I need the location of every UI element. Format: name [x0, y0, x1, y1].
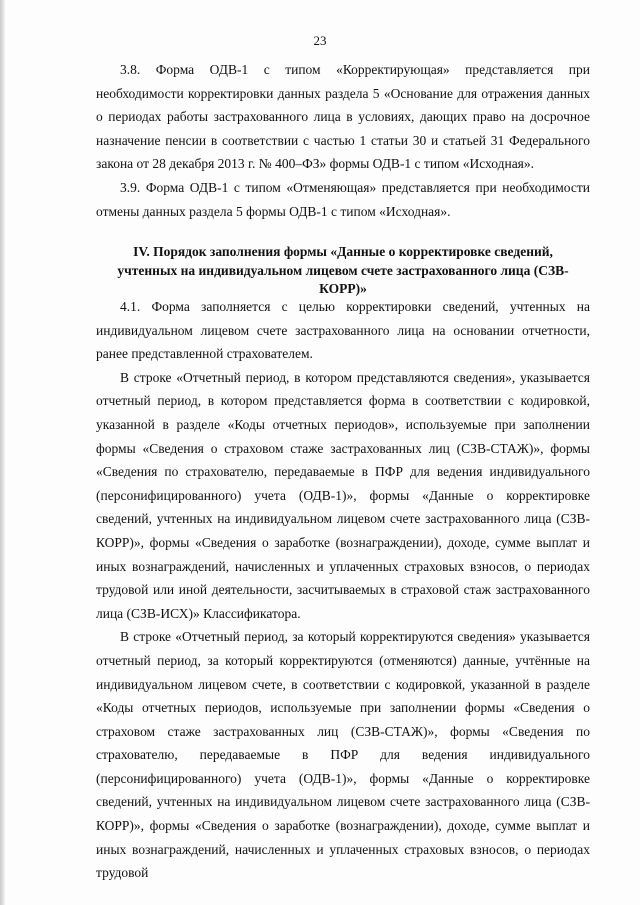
paragraph-4-1: 4.1. Форма заполняется с целью корректировки сведений, учтенных на индивидуальном лицевом счете застрахованного лица на основании отчетности, ранее представленной страхователем. — [96, 299, 590, 362]
page-number: 23 — [313, 33, 327, 48]
section-4-body — [96, 295, 590, 885]
paragraph-3-9: 3.9. Форма ОДВ-1 с типом «Отменяющая» представляется при необходимости отмены данных раздела 5 формы ОДВ-1 с типом «Исходная». — [96, 179, 590, 219]
paragraph-3-8: 3.8. Форма ОДВ-1 с типом «Корректирующая» представляется при необходимости корректировки данных раздела 5 «Основание для отражения данных о периодах работы застрахованного лица в условиях, дающих право на досрочное назначение пенсии в соответствии с частью 1 статьи 30 и статьей 31 Федерального закона от 28 декабря 2013 г. № 400–ФЗ» формы ОДВ-1 с типом «Исходная». — [96, 62, 590, 172]
paragraph-corrected-period: В строке «Отчетный период, за который корректируются сведения» указывается отчетный период, за который корректируются (отменяются) данные, учтённые на индивидуальном лицевом счете, в соответствии с кодировкой, указанной в разделе «Коды отчетных периодов, используемые при заполнении формы «Сведения о страховом стаже застрахованных лиц (СЗВ-СТАЖ)», формы «Сведения по страхователю, передаваемые в ПФР для ведения индивидуального (персонифицированного) учета (ОДВ-1)», формы «Данные о корректировке сведений, учтенных на индивидуальном лицевом счете застрахованного лица (СЗВ-КОРР)», формы «Сведения о заработке (вознаграждении), доходе, сумме выплат и иных вознаграждений, начисленных и уплаченных страховых взносов, о периодах трудовой — [96, 629, 590, 881]
section-4-heading — [96, 243, 590, 299]
page-edge-shadow — [0, 0, 5, 905]
section-heading-line-1: IV. Порядок заполнения формы «Данные о корректировке сведений, — [133, 244, 553, 259]
paragraph-reporting-period: В строке «Отчетный период, в котором представляются сведения», указывается отчетный период, в котором представляется форма в соответствии с кодировкой, указанной в разделе «Коды отчетных периодов», используемые при заполнении формы «Сведения о страховом стаже застрахованных лиц (СЗВ-СТАЖ)», формы «Сведения по страхователю, передаваемые в ПФР для ведения индивидуального (персонифицированного) учета (ОДВ-1)», формы «Данные о корректировке сведений, учтенных на индивидуальном лицевом счете застрахованного лица (СЗВ-КОРР)», формы «Сведения о заработке (вознаграждении), доходе, сумме выплат и иных вознаграждений, начисленных и уплаченных страховых взносов, о периодах трудовой или иной деятельности, засчитываемых в страховой стаж застрахованного лица (СЗВ-ИСХ)» Классификатора. — [96, 369, 590, 621]
section-heading-line-2: учтенных на индивидуальном лицевом счете застрахованного лица (СЗВ-КОРР)» — [117, 262, 569, 296]
section-3-continuation — [96, 58, 590, 223]
